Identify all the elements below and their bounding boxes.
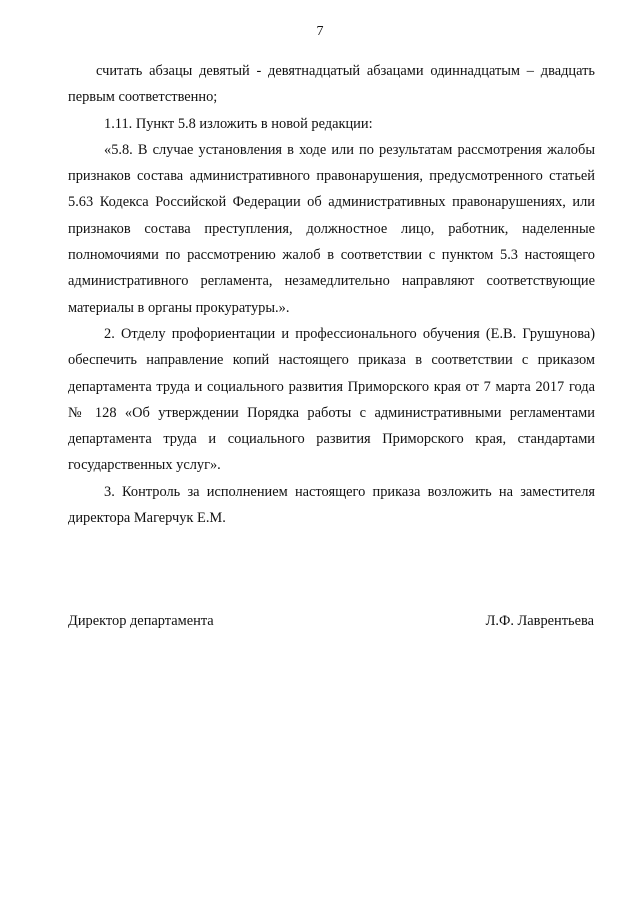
paragraph-abzacy: считать абзацы девятый - девятнадцатый абзацами одиннадцатым – двадцать первым соответственно;	[68, 63, 595, 106]
paragraph-item-1-11: 1.11. Пункт 5.8 изложить в новой редакции:	[104, 115, 373, 132]
paragraph-item-5-8: «5.8. В случае установления в ходе или по результатам рассмотрения жалобы признаков состава административного правонарушения, предусмотренного статьей 5.63 Кодекса Российской Федерации об административных правонарушениях, или признаков состава преступления, должностное лицо, работник, наделенные полномочиями по рассмотрению жалоб в соответствии с пунктом 5.3 настоящего административного регламента, незамедлительно направляют соответствующие материалы в органы прокуратуры.».	[68, 141, 595, 316]
paragraph-item-2: 2. Отделу профориентации и профессионального обучения (Е.В. Грушунова) обеспечить направление копий настоящего приказа в соответствии с приказом департамента труда и социального развития Приморского края от 7 марта 2017 года № 128 «Об утверждении Порядка работы с административными регламентами департамента труда и социального развития Приморского края, стандартами государственных услуг».	[68, 325, 595, 474]
paragraph-item-3: 3. Контроль за исполнением настоящего приказа возложить на заместителя директора Магерчук Е.М.	[68, 483, 595, 527]
page-number: 7	[316, 24, 324, 39]
signatory-position: Директор департамента	[68, 613, 214, 629]
document-body	[68, 58, 595, 531]
signature-block	[68, 608, 594, 634]
signatory-name: Л.Ф. Лаврентьева	[485, 613, 594, 629]
